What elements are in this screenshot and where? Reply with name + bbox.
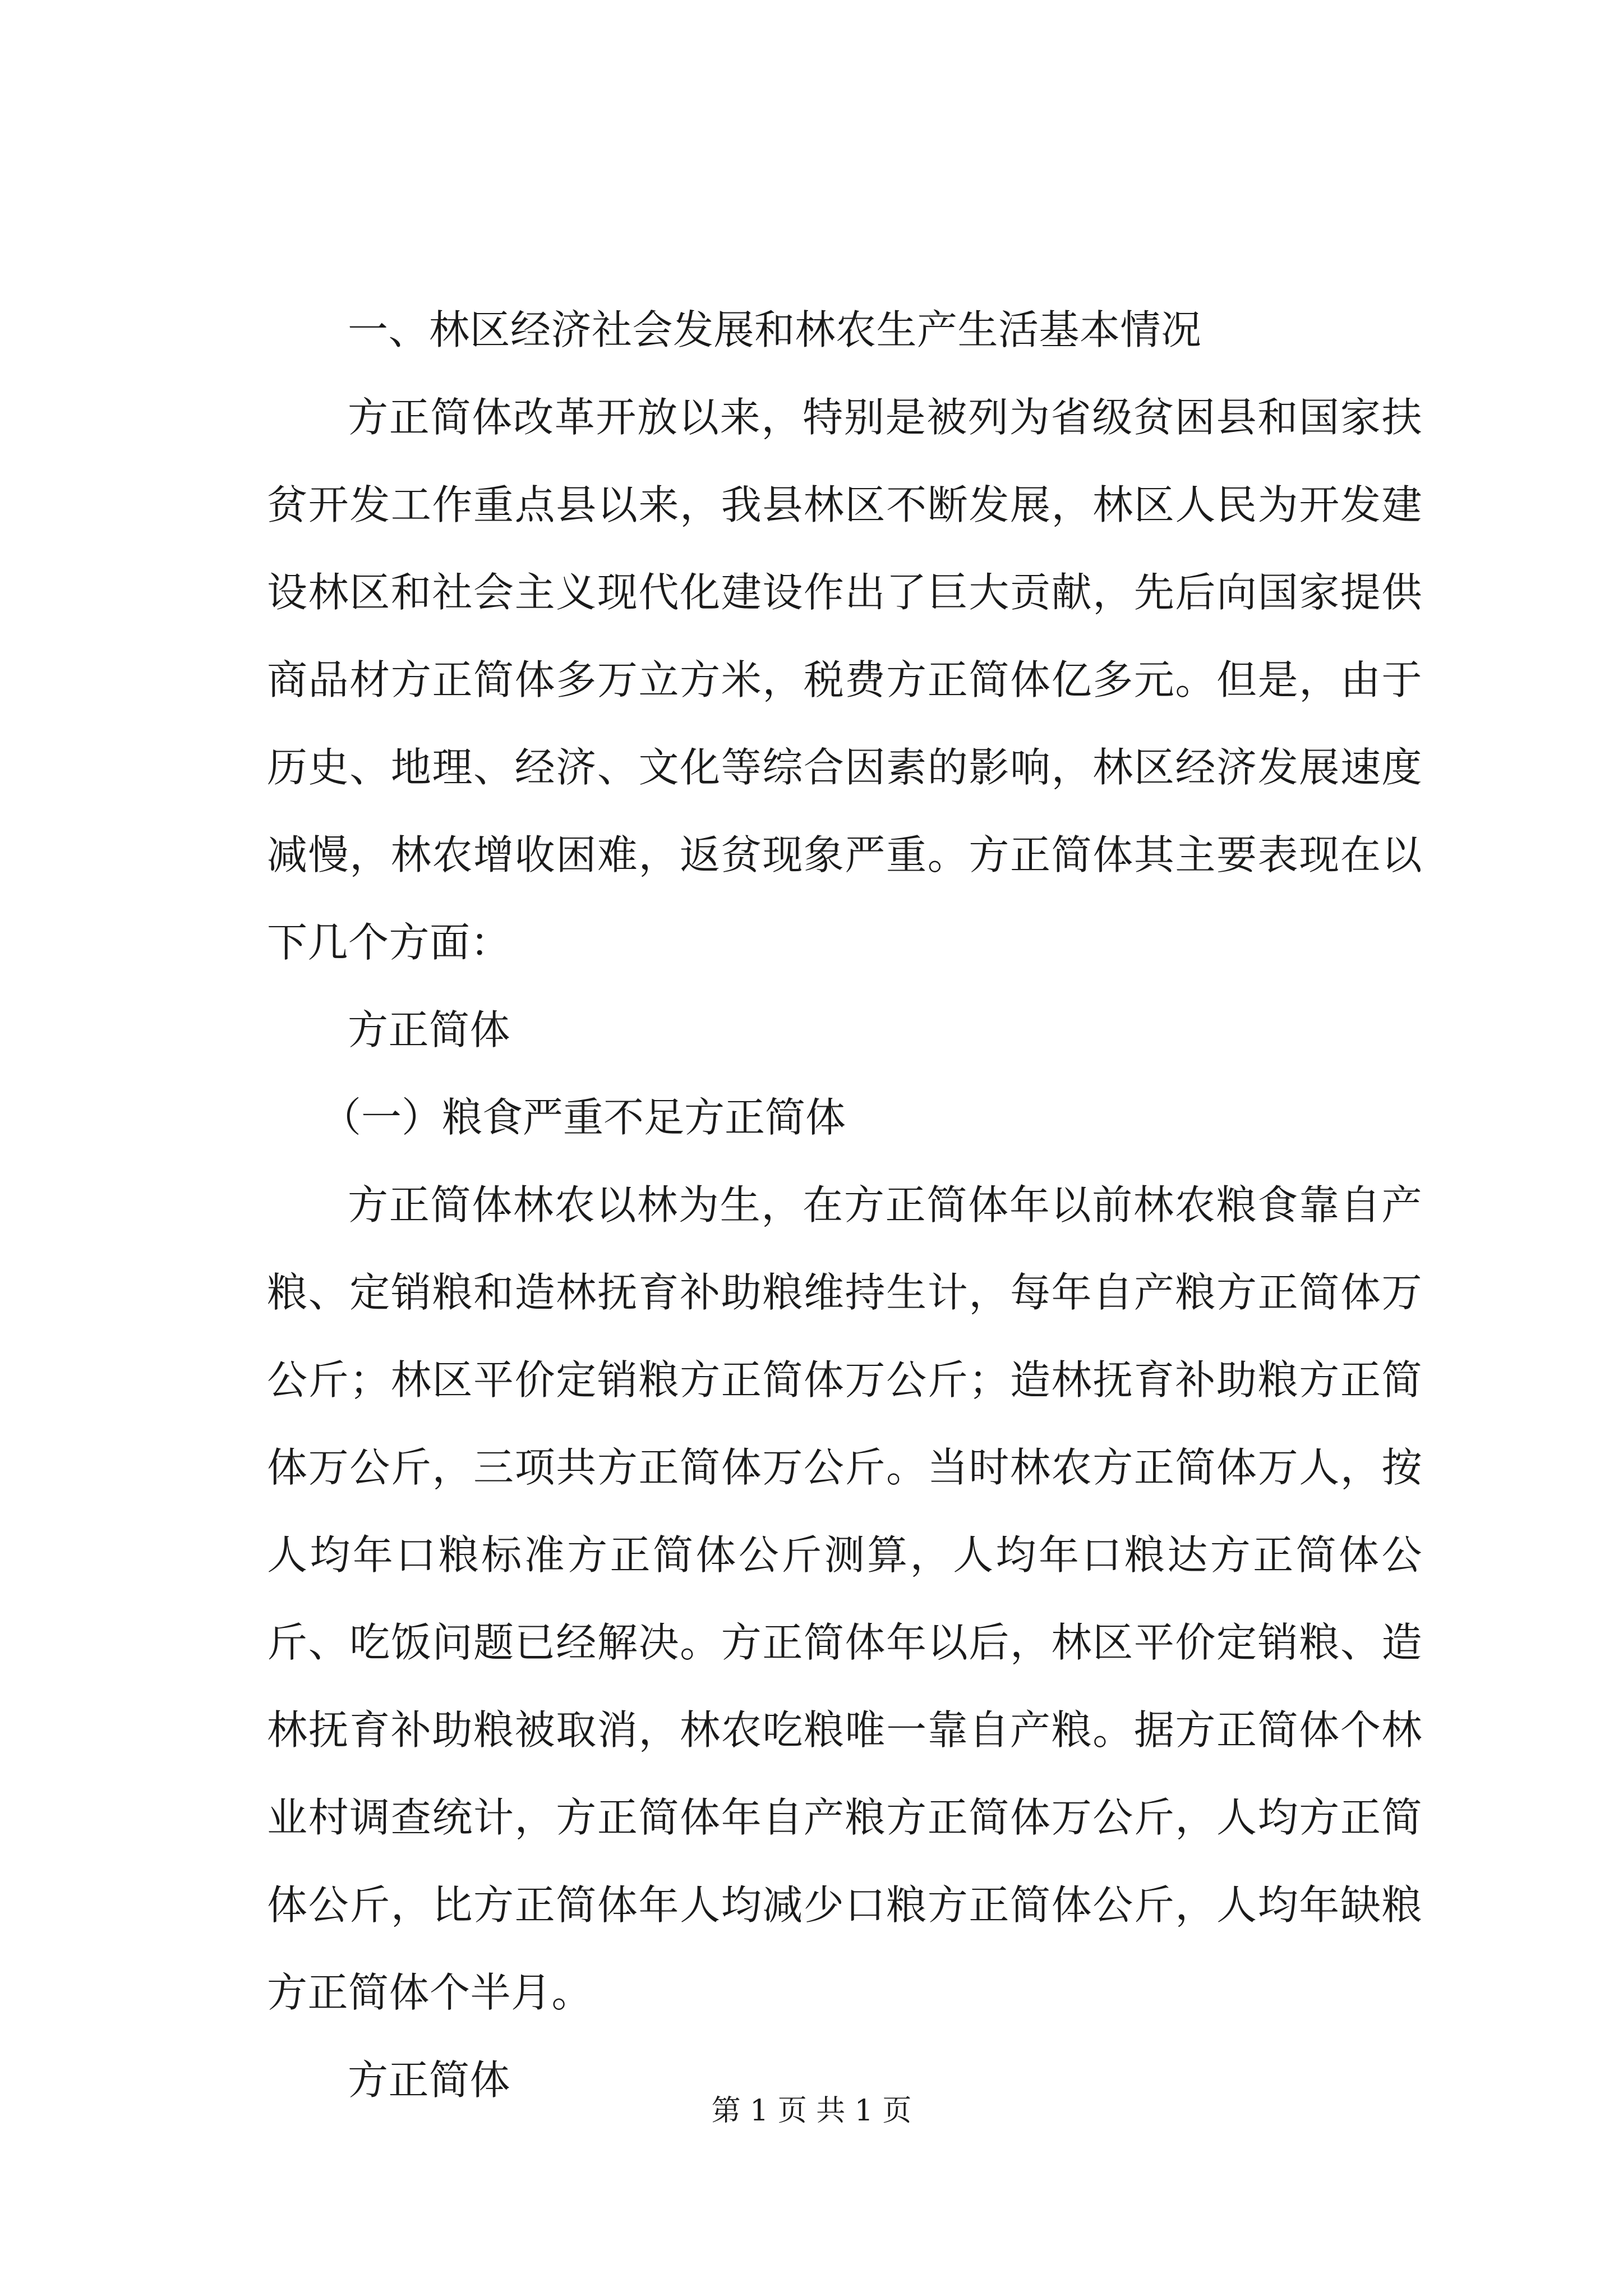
section-heading: 一、林区经济社会发展和林农生产生活基本情况 bbox=[348, 306, 1202, 353]
paragraph-overview: 方正简体改革开放以来，特别是被列为省级贫困县和国家扶贫开发工作重点县以来，我县林区不断发展，林区人民为开发建设林区和社会主义现代化建设作出了巨大贡献，先后向国家提供商品材方正简体多万立方米，税费方正简体亿多元。但是，由于历史、地理、经济、文化等综合因素的影响，林区经济发展速度减慢，林农增收困难，返贫现象严重。方正简体其主要表现在以下几个方面： bbox=[267, 394, 1422, 966]
paragraph-grain: 方正简体林农以林为生，在方正简体年以前林农粮食靠自产粮、定销粮和造林抚育补助粮维持生计，每年自产粮方正简体万公斤；林区平价定销粮方正简体万公斤；造林抚育补助粮方正简体万公斤，三项共方正简体万公斤。当时林农方正简体万人，按人均年口粮标准方正简体公斤测算，人均年口粮达方正简体公斤、吃饭问题已经解决。方正简体年以后，林区平价定销粮、造林抚育补助粮被取消，林农吃粮唯一靠自产粮。据方正简体个林业村调查统计，方正简体年自产粮方正简体万公斤，人均方正简体公斤，比方正简体年人均减少口粮方正简体公斤，人均年缺粮方正简体个半月。 bbox=[267, 1181, 1422, 2016]
document-body bbox=[267, 286, 1422, 2124]
subsection-heading: （一）粮食严重不足方正简体 bbox=[321, 1094, 846, 1141]
page-footer: 第 1 页 共 1 页 bbox=[711, 2094, 912, 2128]
filler-text: 方正简体 bbox=[348, 1006, 511, 1053]
filler-text: 方正简体 bbox=[348, 2056, 511, 2104]
